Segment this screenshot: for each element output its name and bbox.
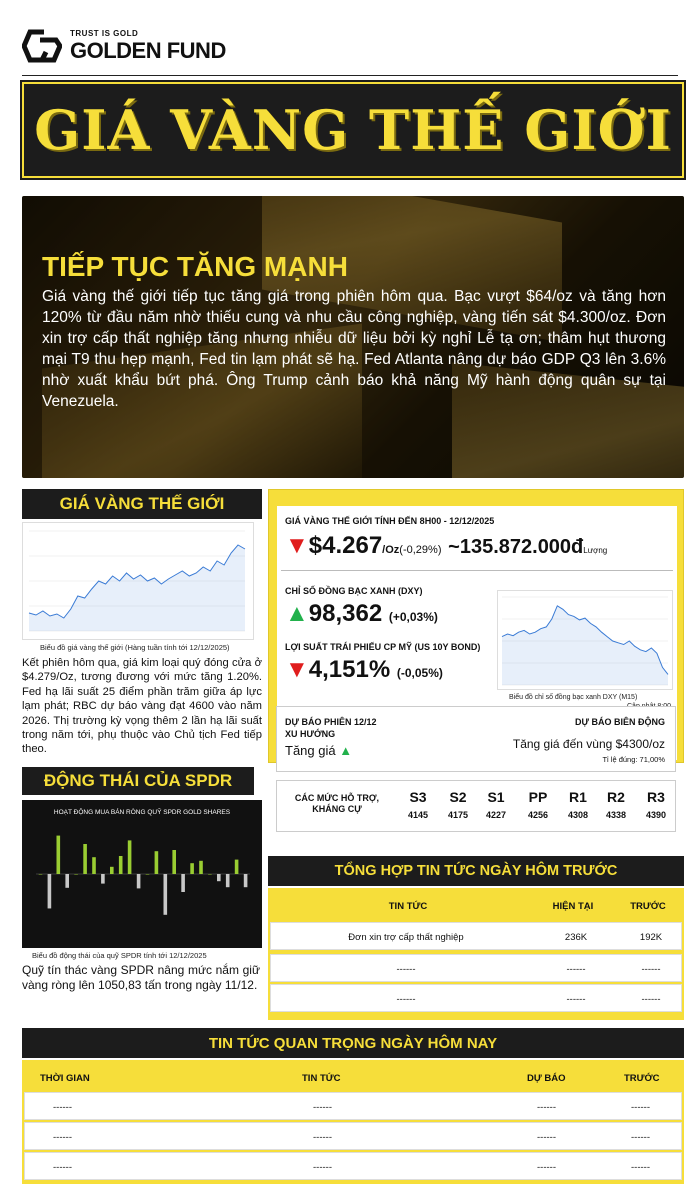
spdr-chart-title: HOẠT ĐỘNG MUA BÁN RÒNG QUỸ SPDR GOLD SHARES <box>53 809 231 816</box>
gold-series-area <box>29 545 245 631</box>
spdr-bar <box>172 850 176 874</box>
trend-value: Tăng giá <box>285 743 336 758</box>
up-arrow-icon: ▲ <box>339 743 353 758</box>
today-news-title: TIN TỨC QUAN TRỌNG NGÀY HÔM NAY <box>22 1028 684 1058</box>
table-header: TIN TỨC HIỆN TẠI TRƯỚC <box>388 901 666 912</box>
spdr-bar <box>92 857 96 874</box>
bond-label: LỢI SUẤT TRÁI PHIẾU CP MỸ (US 10Y BOND) <box>285 642 481 652</box>
table-row: ------ ------ ------ <box>270 984 682 1012</box>
table-row: Đơn xin trợ cấp thất nghiệp 236K 192K <box>270 922 682 950</box>
spdr-bar <box>137 874 141 888</box>
spdr-bar <box>164 874 168 915</box>
spdr-bar <box>101 874 105 884</box>
price-label: GIÁ VÀNG THẾ GIỚI TÍNH ĐẾN 8H00 - 12/12/2025 <box>285 516 495 526</box>
title-banner <box>22 82 684 178</box>
level-r1: R1 4308 <box>567 789 589 820</box>
range-label: DỰ BÁO BIÊN ĐỘNG <box>575 717 665 727</box>
spdr-bar <box>146 874 150 875</box>
spdr-bar <box>181 874 185 892</box>
forecast-accuracy: Tỉ lệ đúng: 71,00% <box>602 755 665 764</box>
news-summary-title: TỔNG HỢP TIN TỨC NGÀY HÔM TRƯỚC <box>268 856 684 886</box>
spdr-bar <box>65 874 69 888</box>
divider <box>22 75 678 76</box>
spdr-bar <box>199 861 203 874</box>
spdr-bar <box>155 851 159 874</box>
bond-value: 4,151% <box>308 656 391 683</box>
dxy-change: (+0,03%) <box>388 610 438 624</box>
spdr-chart <box>22 800 262 948</box>
gold-price-change: (-0,29%) <box>399 544 442 556</box>
dxy-label: CHỈ SỐ ĐỒNG BẠC XANH (DXY) <box>285 586 423 596</box>
brand-header <box>22 22 322 70</box>
today-news-table <box>22 1060 684 1184</box>
spdr-bar <box>48 874 52 908</box>
up-arrow-icon: ▲ <box>285 600 309 627</box>
brand-name: GOLDEN FUND <box>70 37 226 63</box>
hero-heading: TIẾP TỤC TĂNG MẠNH <box>42 251 348 282</box>
page-title: GIÁ VÀNG THẾ GIỚI <box>34 98 672 162</box>
dxy-chart-caption: Biểu đồ chỉ số đồng bạc xanh DXY (M15) <box>509 694 638 701</box>
spdr-bar <box>74 874 78 875</box>
spdr-bar <box>57 836 61 874</box>
bond-change: (-0,05%) <box>396 666 443 680</box>
level-r3: R3 4390 <box>645 789 667 820</box>
spdr-bar <box>235 860 239 874</box>
gold-price-chart <box>22 522 254 640</box>
level-r2: R2 4338 <box>605 789 627 820</box>
hero-section <box>22 196 684 478</box>
forecast-box <box>276 706 676 772</box>
gold-price-value: $4.267 <box>308 532 383 559</box>
level-s1: S1 4227 <box>485 789 507 820</box>
gold-price-vnd-unit: Lượng <box>583 546 608 555</box>
gold-section-title: GIÁ VÀNG THẾ GIỚI <box>22 489 262 519</box>
forecast-session-label: DỰ BÁO PHIÊN 12/12 <box>285 717 377 727</box>
gold-price-vnd: ~135.872.000đ <box>448 536 584 558</box>
table-row: ------ ------ ------ ------ <box>24 1152 682 1180</box>
trend-value-row <box>285 743 352 758</box>
bond-value-row <box>285 656 443 684</box>
level-pp: PP 4256 <box>527 789 549 820</box>
range-value: Tăng giá đến vùng $4300/oz <box>512 737 665 751</box>
spdr-section-title: ĐỘNG THÁI CỦA SPDR <box>22 767 254 795</box>
down-arrow-icon: ▼ <box>285 532 309 559</box>
dxy-value: 98,362 <box>308 600 383 627</box>
spdr-chart-caption: Biểu đồ động thái của quỹ SPDR tính tới 12/12/2025 <box>32 951 207 960</box>
spdr-bar <box>110 867 114 874</box>
table-row: ------ ------ ------ <box>270 954 682 982</box>
gold-summary-text: Kết phiên hôm qua, giá kim loại quý đóng cửa ở $4.279/Oz, tương đương với mức tăng 1.20%. Fed hạ lãi suất 25 điểm phần trăm giữa áp lực lạm phát; RBC dự báo vàng đạt 4600 vào năm 2026. Thị trường kỳ vọng thêm 2 lần hạ lãi suất trong năm tới, phụ thuộc vào Chủ tịch Fed tiếp theo. <box>22 657 262 756</box>
levels-label: CÁC MỨC HỖ TRỢ, KHÁNG CỰ <box>294 793 380 814</box>
dxy-value-row <box>285 600 438 628</box>
golden-fund-logo-icon <box>22 26 62 66</box>
spdr-bar <box>128 840 132 874</box>
level-s2: S2 4175 <box>447 789 469 820</box>
spdr-bar <box>226 874 230 887</box>
trend-label: XU HƯỚNG <box>285 729 336 739</box>
spdr-bar <box>217 874 221 881</box>
spdr-bar <box>208 874 212 875</box>
spdr-bar <box>83 844 87 874</box>
support-resistance-levels <box>276 780 676 832</box>
spdr-summary-text: Quỹ tín thác vàng SPDR nâng mức nắm giữ vàng ròng lên 1050,83 tấn trong ngày 11/12. <box>22 963 260 992</box>
brand-tagline: TRUST IS GOLD <box>70 28 139 38</box>
dxy-chart <box>497 590 673 690</box>
gold-price <box>285 532 607 560</box>
news-summary-table <box>268 888 684 1020</box>
level-s3: S3 4145 <box>407 789 429 820</box>
table-row: ------ ------ ------ ------ <box>24 1092 682 1120</box>
table-row: ------ ------ ------ ------ <box>24 1122 682 1150</box>
table-header: THỜI GIAN TIN TỨC DỰ BÁO TRƯỚC <box>40 1073 660 1084</box>
spdr-bar <box>39 874 43 875</box>
hero-text: Giá vàng thế giới tiếp tục tăng giá trong phiên hôm qua. Bạc vượt $64/oz và tăng hơn 120% từ đầu năm nhờ thiếu cung và nhu cầu công nghiệp, vàng tiến sát $4.300/oz. Đơn xin trợ cấp thất nghiệp tăng nhưng nhiễu dữ liệu bởi kỳ nghỉ Lễ tạ ơn; thâm hụt thương mại T9 thu hẹp mạnh, Fed tin lạm phát sẽ hạ. Fed Atlanta nâng dự báo GDP Q3 lên 3.6% nhờ xuất khẩu bứt phá. Ông Trump cảnh báo khả năng Mỹ hành động quân sự tại Venezuela. <box>42 288 666 410</box>
gold-price-unit: /Oz <box>382 544 400 556</box>
spdr-bar <box>190 863 194 874</box>
spdr-bar <box>119 856 123 874</box>
spdr-bar <box>244 874 248 887</box>
down-arrow-icon: ▼ <box>285 656 309 683</box>
gold-chart-caption: Biểu đồ giá vàng thế giới (Hàng tuần tính tới 12/12/2025) <box>40 643 230 652</box>
